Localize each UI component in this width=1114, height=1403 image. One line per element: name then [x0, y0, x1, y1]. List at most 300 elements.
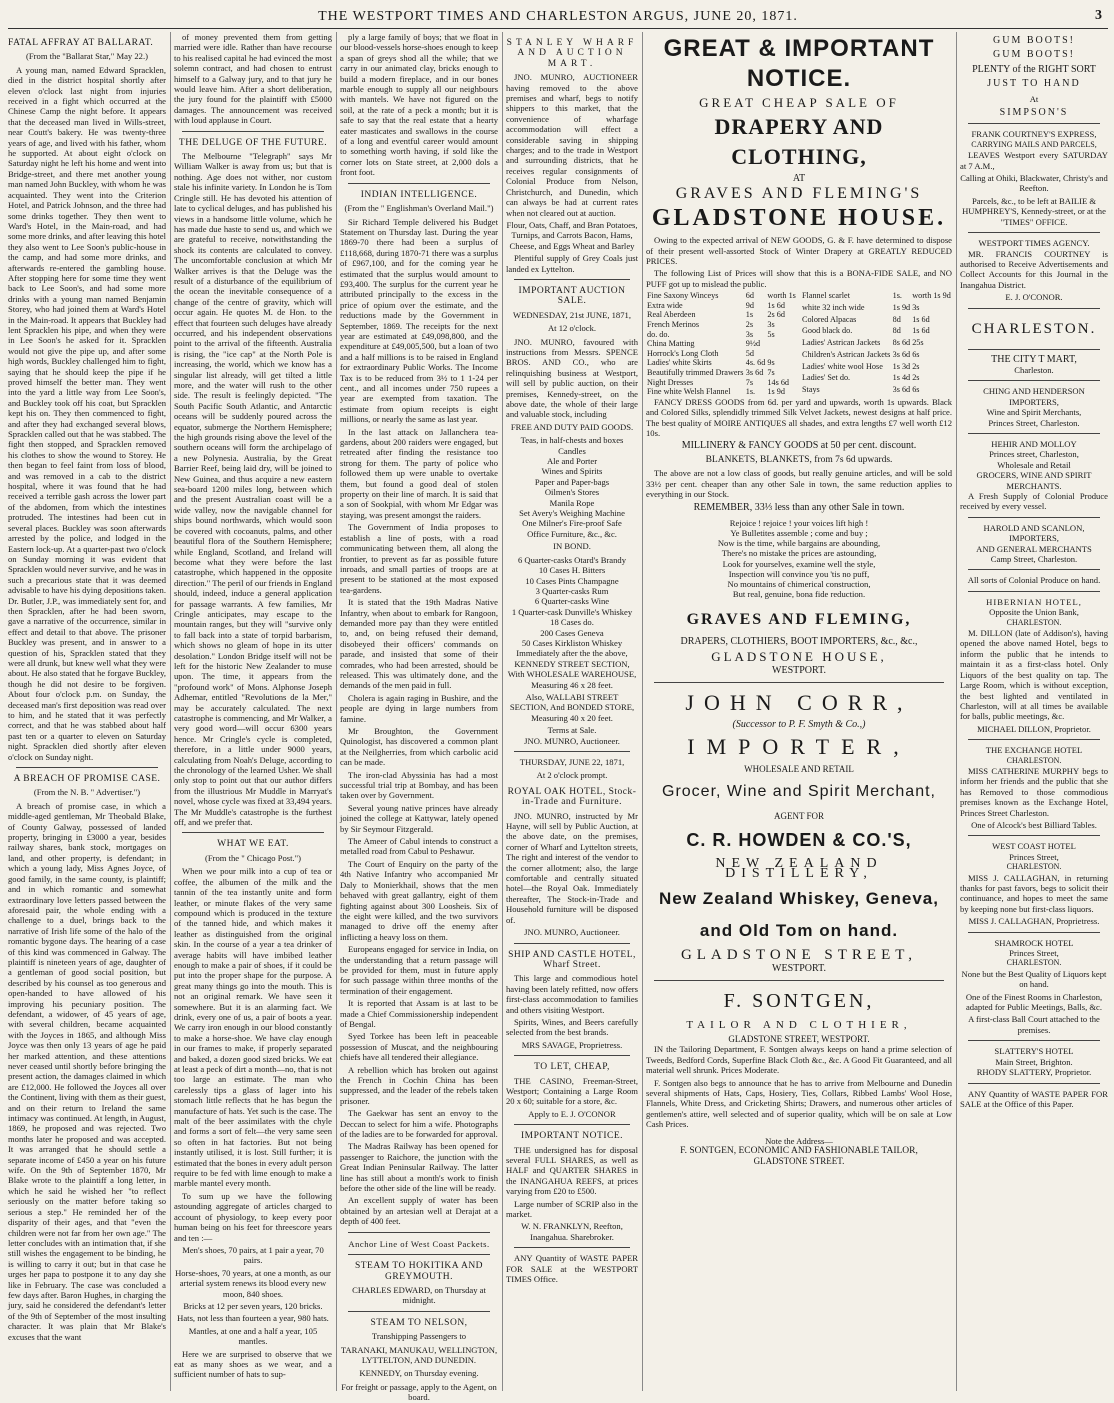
ad-text: At: [1029, 93, 1039, 104]
price-worth: 6s: [912, 349, 920, 359]
price-sale: 8d: [892, 326, 901, 336]
article-paragraph: The iron-clad Abyssinia has had a most successful trial trip at Bombay, and has been taken over by Government.: [340, 769, 498, 801]
price-sale: 1s 4d: [892, 373, 911, 383]
ad-text: Owing to the expected arrival of NEW GOODS, G. & F. have determined to dispose of their present well-assorted Stock of Winter Drapery at GREATLY REDUCED PRICES.: [646, 235, 952, 267]
ad-remember: REMEMBER, 33⅓ less than any other Sale in town.: [693, 502, 905, 514]
ad-graves-fleming: GRAVES AND FLEMING'S: [675, 184, 923, 202]
ad-text: IN the Tailoring Department, F. Sontgen always keeps on hand a prime selection of Tweeds, Bedford Cords, Superfine Black Cloth &c., &c. A Good Fit Guaranteed, and all material well shrunk. Prices Moderate.: [646, 1044, 952, 1076]
ad-slattery-hotel: SLATTERY'S HOTEL: [994, 1046, 1074, 1057]
article-paragraph: To sum up we have the following astounding aggregate of articles charged to account of physiology, to keep every poor human being on his feet for threescore years and ten :—: [174, 1190, 332, 1243]
ad-text: One of the Finest Rooms in Charleston, adapted for Public Meetings, Balls, &c.: [965, 991, 1103, 1013]
ad-text: AGENT FOR: [773, 810, 825, 821]
masthead-title: THE WESTPORT TIMES AND CHARLESTON ARGUS, JUNE 20, 1871.: [318, 9, 798, 24]
article-paragraph: ply a large family of boys; that we float in our blood-vessels horse-shoes enough to keep a span of greys shod all the while; that we carry in our animated clay, bricks enough to build a modern fireplace, and in our bones marble enough to supply all our neighbours with mantels. We have not figured on the soil, at the rate of a peck a month; but it is safe to say that the real estate that a hearty eater masticates and swallows in the course of a long and eventful career would amount to something worth having, if sold like the corner lots on State street, at 2,000 dols a front foot.: [340, 32, 498, 178]
article-paragraph: Several young native princes have already joined the college at Kattywar, lately opened by Sir Seymour Fitzgerald.: [340, 802, 498, 834]
ad-text: FRANK COURTNEY'S EXPRESS,: [971, 129, 1097, 140]
price-item: French Merinos: [647, 320, 700, 330]
headline-breach-of-promise: A BREACH OF PROMISE CASE.: [13, 774, 161, 785]
list-item: Bricks at 12 per seven years, 120 bricks.: [183, 1300, 323, 1311]
ad-signature: JNO. MUNRO, Auctioneer.: [524, 735, 620, 746]
ad-subhead: IN BOND.: [553, 541, 591, 552]
price-sale: 4s. 6d: [745, 358, 766, 368]
price-list: [646, 291, 952, 397]
ad-steam-hokitika: STEAM TO HOKITIKA AND GREYMOUTH.: [354, 1261, 484, 1282]
ad-date: WEDNESDAY, 21st JUNE, 1871,: [513, 309, 631, 320]
ad-royal-oak: ROYAL OAK HOTEL, Stock-in-Trade and Furniture.: [507, 786, 637, 808]
price-row: [646, 291, 797, 301]
column-rule: [642, 32, 643, 1391]
ad-text: F. SONTGEN, ECONOMIC AND FASHIONABLE TAILOR,: [680, 1146, 918, 1156]
ad-text: GLADSTONE HOUSE,: [711, 648, 887, 664]
ad-text: Wholesale and Retail: [997, 459, 1071, 470]
goods-item: Paper and Paper-bags: [534, 476, 610, 487]
ad-sontgen: F. SONTGEN,: [723, 989, 875, 1012]
price-row: [646, 387, 797, 397]
ad-text: Spirits, Wines, and Beers carefully selected from the best brands.: [506, 1016, 638, 1038]
ad-text: CHARLESTON.: [1006, 862, 1062, 872]
price-row: [646, 310, 797, 320]
ad-time: At 12 o'clock.: [547, 323, 597, 334]
verse-line: There's no mistake the prices are astounding,: [721, 548, 877, 559]
price-worth: 14s 6d: [767, 377, 790, 387]
divider: [348, 1254, 490, 1255]
column-rule: [956, 32, 957, 1391]
ad-text: Princes Street,: [1009, 851, 1059, 862]
ad-text: Flour, Oats, Chaff, and Bran Potatoes, Turnips, and Carrots Bacon, Hams, Cheese, and Eggs Wheat and Barley: [506, 219, 638, 251]
price-sale: 1s 9d: [892, 302, 911, 312]
price-row: [646, 320, 797, 330]
ad-text: WESTPORT TIMES AGENCY.: [978, 238, 1090, 249]
price-item: Ladies' white wool Hose: [802, 361, 883, 371]
price-worth: [766, 339, 797, 349]
price-sale: 3s 6d: [745, 368, 764, 377]
price-row: [801, 291, 952, 303]
ad-text: DRAPERS, CLOTHIERS, BOOT IMPORTERS, &c., &c.,: [680, 636, 918, 648]
price-item: do. do.: [647, 329, 670, 339]
ad-howden: C. R. HOWDEN & CO.'S,: [686, 829, 912, 850]
ad-text: CHARLES EDWARD, on Thursday at midnight.: [352, 1284, 486, 1306]
ad-text: AND GENERAL MERCHANTS: [976, 543, 1092, 554]
list-item: Mantles, at one and a half a year, 105 mantles.: [188, 1325, 318, 1347]
ad-text: THE CASINO, Freeman-Street, Westport; Containing a Large Room 20 x 60; suitable for a store, &c.: [506, 1075, 638, 1107]
ad-text: A Fresh Supply of Colonial Produce received by every vessel.: [960, 491, 1108, 512]
headline-indian-intelligence: INDIAN INTELLIGENCE.: [360, 189, 478, 200]
column-2: [174, 32, 332, 1391]
ad-millinery: MILLINERY & FANCY GOODS at 50 per cent. discount.: [681, 440, 917, 452]
divider: [968, 517, 1100, 518]
price-table-right: [801, 291, 952, 397]
ad-blankets: BLANKETS, BLANKETS, from 7s 6d upwards.: [705, 454, 893, 465]
price-item: Colored Alpacas: [802, 314, 857, 324]
price-worth: 9s: [767, 358, 775, 368]
ad-signature: MICHAEL DILLON, Proprietor.: [977, 723, 1091, 734]
anchor-line: Anchor Line of West Coast Packets.: [348, 1238, 490, 1249]
article-paragraph: A young man, named Edward Spracklen, died in the district hospital shortly after eleven o'clock last night from injuries received in a fight which occurred at the Chinese Camp the night before. It appears that the deceased man lived in Wills-street, near Coutt's bakery. He was twenty-three years of age, and lived with his father, whom he supported. At about eight o'clock on Saturday night he left his home and went into Bridge-street, and there met another young man named John Buckley, with whom he was acquainted. They went into the Criterion Hotel, and Patrick Johnson, and the three had some drinks together. They then went to Ward's Hotel, in the Main-road, and had some more drinks, and after leaving this hotel they also went to Lee Soon's public-house in the camp, and had some more drinks, and afterwards re-entered the gambling house. After stopping here for some time they went back to Lee Soon's, and had some more drinks with a young man named Benjamin Storey, who had joined them at Ward's Hotel in the Main-road. It appears that Buckley had lent Spracklen his pipe, and when they were in Lee Soon's he asked for it. Spracklen would not give the pipe up, and after some high words, Buckley challenged him to fight, saying that he should keep the pipe if he proved himself the better man. They went into the yard a little way from Lee Soon's, and Buckley took off his coat, but Spracklen kept his on. They then commenced to fight, and after they had exchanged several blows, Spracklen called out that he was stabbed. The fight then stopped, and Spracklen removed his clothes to show the wound to Storey. He then began to feel faint from loss of blood, and was removed in a cab to the district hospital, where it was found that he had received a terrible gash across the lower part of the abdomen, from which the intestines protruded. The intestines had been cut in several places. Buckley was soon afterwards arrested by the police, and lodged in the Eastern lock-up. At a quarter-past two o'clock on Sunday morning it was evident that Spracklen would never survive, and he was in such a precarious state that it was deemed advisable to have his dying depositions taken. Dr. Butler, J.P., was immediately sent for, and then Spracklen, after he had been sworn, gave a narrative of the occurrence, similar in effect and detail to that above. The prisoner Buckley was present, and in answer to a question of his, Spracklen stated that they were all drunk, but knew well what they were about. He also stated that he forgave Buckley, though he did not desire to be forgiven. About four o'clock p.m. on Sunday, the deceased man's first deposition was read over to him, and he stated that it was perfectly correct, and that he was stabbed about half past ten or a quarter to eleven on Saturday night. Spracklen died shortly after eleven o'clock on Sunday night.: [8, 64, 166, 762]
ad-auction-sale: IMPORTANT AUCTION SALE.: [518, 285, 626, 307]
source-line: (From the "Ballarat Star," May 22.): [26, 51, 148, 62]
divider: [514, 751, 630, 752]
goods-item: 3 Quarter-casks Rum: [535, 585, 609, 596]
price-worth: worth 1s: [767, 291, 796, 301]
divider: [968, 308, 1100, 309]
ad-signature: E. J. O'CONOR.: [1005, 292, 1063, 303]
price-worth: worth 1s 9d: [912, 291, 951, 301]
price-worth: 25s: [912, 338, 924, 348]
verse-line: No mountains of chimerical construction,: [727, 579, 871, 590]
price-sale: 1s.: [892, 291, 902, 301]
goods-item: Set Avery's Weighing Machine: [519, 508, 625, 519]
price-sale: 3s 6d: [892, 349, 911, 359]
divider: [968, 349, 1100, 350]
price-item: Horrock's Long Cloth: [647, 348, 719, 358]
ad-signature: MISS J. CALLAGHAN, Proprietress.: [968, 916, 1100, 927]
ad-text: Calling at Ohiki, Blackwater, Christy's and Reefton.: [960, 173, 1108, 194]
ad-to-let: TO LET, CHEAP,: [534, 1062, 610, 1073]
ad-text: MR. FRANCIS COURTNEY is authorised to Receive Advertisements and Collect Accounts for this Journal in the Inangahua District.: [960, 248, 1108, 290]
price-row: [801, 362, 952, 374]
price-item: Night Dresses: [647, 377, 694, 387]
ad-text: JNO. MUNRO, AUCTIONEER having removed to the above premises and wharf, begs to notify shippers to this market, that the convenience of wharfage accommodation will effect a considerable saving in shipping charges; and to the trade in Westport and surrounding districts, that he receives regular consignments of Colonial Produce from Nelson, Christchurch, and Dunedin, which can always be had at current rates when not cleared out at auction.: [506, 72, 638, 218]
price-item: Ladies' white Skirts: [647, 358, 712, 368]
price-item: Fine white Welsh Flannel: [647, 387, 731, 397]
column-rule: [336, 32, 337, 1391]
price-item: Fine Saxony Winceys: [647, 291, 719, 301]
price-worth: 2s: [912, 373, 920, 383]
goods-item: Office Furniture, &c., &c.: [527, 528, 617, 539]
article-paragraph: An excellent supply of water has been obtained by an artesian well at Derajat at a depth of 400 feet.: [340, 1195, 498, 1227]
price-worth: [766, 349, 797, 359]
ad-text: Terms at Sale.: [547, 725, 597, 736]
ad-text: JNO. MUNRO, instructed by Mr Hayne, will sell by Public Auction, at the above date, on the premises, corner of Wharf and Lyttelton streets, The right and interest of the vendor to the corner allotment; also, the large comfortable and centrally situated hotel—the Royal Oak. Immediately thereafter, The Stock-in-Trade and Household furniture will be disposed of.: [506, 810, 638, 925]
ad-text: Parcels, &c., to be left at BAILIE & HUMPHREY'S, Kennedy-street, or at the "TIMES" OFFICE.: [962, 195, 1106, 227]
ad-text: TARANAKI, MANUKAU, WELLINGTON, LYTTELTON, AND DUNEDIN.: [340, 1344, 498, 1365]
price-sale: 3s 6d: [892, 385, 911, 394]
price-worth: 2s: [912, 361, 920, 371]
divider: [968, 569, 1100, 570]
column-6: [960, 32, 1108, 1391]
price-worth: 2s 6d: [767, 310, 785, 320]
article-paragraph: It is reported that Assam is at last to be made a Chief Commissionership independent of Bengal.: [340, 998, 498, 1029]
price-sale: 3s: [745, 329, 754, 339]
divider: [968, 123, 1100, 124]
price-row: [801, 315, 952, 327]
goods-item: One Milner's Fire-proof Safe: [522, 518, 622, 529]
goods-item: 6 Quarter-casks Otard's Brandy: [517, 554, 627, 565]
ad-gladstone-street: GLADSTONE STREET,: [680, 946, 918, 963]
article-paragraph: The Madras Railway has been opened for passenger to Raichore, the junction with the Great Indian Peninsular Railway. The latter line has still about a month's work to finish before the other side of the line will be ready.: [340, 1141, 498, 1194]
column-5: [646, 32, 952, 1391]
goods-item: 10 Cases H. Bitters: [538, 565, 606, 576]
ad-drapery: DRAPERY AND CLOTHING,: [714, 114, 884, 170]
ad-hibernian: HIBERNIAN HOTEL,: [986, 596, 1082, 607]
price-row: [646, 378, 797, 388]
ad-text: Princes street, Charleston,: [989, 449, 1079, 460]
price-item: Ladies' Set do.: [802, 373, 851, 383]
ad-text: Main Street, Brighton.: [995, 1056, 1073, 1067]
ad-text: CHARLESTON.: [1006, 958, 1062, 968]
price-worth: 7s: [767, 368, 775, 377]
article-paragraph: of money prevented them from getting married were idle. Rather than have recourse to his realised capital he had evinced the most solemn contract, and had chosen to entrust himself to a Galway jury, and to that jury he would leave him. After a short deliberation, the jury found for the plaintiff with £5000 damages. The announcement was received with loud applause in Court.: [174, 32, 332, 126]
article-paragraph: Sir Richard Temple delivered his Budget Statement on Thursday last. During the year 1869-70 there had been a surplus of £118,668, during 1870-71 there was a surplus of £967,100, and for the coming year he estimated that the surplus would amount to £93,400. The surplus for the current year he attributed principally to the excess in the price of opium over the estimate, and the reductions made by the Government in September, 1869. The receipts for the next year are estimated at £49,098,800, and the expenditure at £49,005,500, but a loan of two and a half millions is to be raised in England for extraordinary Public Works. The Income Tax is to be reduced from 3½ to 1 1-24 per cent., and all incomes under 750 rupees a year are exempted from taxation. The estimate from opium receipts is eight millions, or nearly the same as last year.: [340, 216, 498, 425]
ad-john-corr: JOHN CORR,: [685, 689, 913, 715]
ad-text: Plentiful supply of Grey Coals just landed ex Lyttelton.: [506, 253, 638, 274]
ad-text: PLENTY of the RIGHT SORT: [972, 63, 1096, 75]
divider: [968, 591, 1100, 592]
price-sale: 9d: [745, 300, 754, 310]
ad-text: Apply to E. J. O'CONOR: [528, 1108, 616, 1119]
divider: [654, 682, 944, 683]
article-paragraph: In the last attack on Jallanchera tea-gardens, about 200 raiders were engaged, but retreated after finding the resistance too strong for them. The party of police who followed them up were unable to overtake them, but found a good deal of stolen property on their line of march. It is said that a son of Sookpial, with whom Mr Edgar was staying, was present amongst the raiders.: [340, 426, 498, 520]
ad-text: Opposite the Union Bank,: [989, 607, 1079, 618]
ad-exchange-hotel: THE EXCHANGE HOTEL: [985, 745, 1083, 756]
ad-nz-whiskey: New Zealand Whiskey, Geneva,: [659, 888, 939, 908]
ad-signature: MRS SAVAGE, Proprietress.: [521, 1039, 623, 1050]
masthead: [8, 6, 1108, 29]
goods-item: 1 Quarter-cask Dunville's Whiskey: [511, 606, 633, 617]
ad-text: (Successor to P. F. Smyth & Co.,): [732, 718, 866, 730]
ad-signature: JNO. MUNRO, Auctioneer.: [524, 927, 620, 938]
ad-text: WESTPORT.: [772, 963, 826, 975]
article-paragraph: The Government of India proposes to establish a line of posts, with a road communicating between them, all along the frontier, to prevent as far as possible future inroads, and small parties of troops are at present to be stationed at the most exposed tea-gardens.: [340, 522, 498, 595]
price-sale: 7s: [745, 377, 754, 387]
price-item: Extra wide: [647, 300, 683, 310]
price-row: [646, 358, 797, 368]
divider: [514, 1055, 630, 1056]
ad-time: At 2 o'clock prompt.: [536, 770, 608, 781]
ad-text: A first-class Ball Court attached to the premises.: [968, 1014, 1100, 1035]
divider: [514, 1124, 630, 1125]
ad-text: WHOLESALE AND RETAIL: [744, 764, 854, 775]
price-worth: 3s: [912, 302, 920, 312]
ad-text: For freight or passage, apply to the Agent, on board.: [341, 1381, 497, 1403]
section-charleston: CHARLESTON.: [971, 320, 1097, 337]
price-sale: 8d: [892, 314, 901, 324]
price-worth: 6s: [912, 385, 920, 394]
ad-gum-boots: GUM BOOTS!: [993, 35, 1075, 46]
divider: [514, 279, 630, 280]
ad-text: The following List of Prices will show that this is a BONA-FIDE SALE, and NO PUFF got up to mislead the public.: [646, 268, 952, 289]
goods-item: 10 Cases Pints Champagne: [525, 575, 619, 586]
price-row: [801, 350, 952, 362]
article-paragraph: A breach of promise case, in which a middle-aged gentleman, Mr Theobald Blake, of County Galway, possessed of landed property, bringing in £3000 a year, besides railway shares, bank stock, mortgages on land, and other property, is defendant; in which a young lady, Miss Agnes Joyce, of good family, in the same county, is plaintiff; and in which romantic and somewhat extraordinary love letters passed between the aforesaid pair, the whole ending with a challenge to a duel, brings back to the narrative of Irish life some of the halo of the romantic bygone days. The hearing of a case of this kind was commenced in Galway. The plaintiff is nineteen years of age, daughter of a gentleman of good social position, but described by his counsel as too generous and open-handed to have allowed of his improving his pecuniary position. The defendant, a widower, of 45 years of age, with several children, became acquainted with the Joyces in 1865, and although Miss Joyce was then only 13 years of age he paid her marked attention, and these attentions never ceased until shortly before bringing the present action, the damages claimed in which are £12,000. He followed the Joyces all over the Continent, living with them as their guest, and on their return to Ireland the same intimacy was continued. At length, in August, 1869, he proposed and was rejected. Two months later he proposed and was accepted. It was arranged that he should settle a separate income of £450 a year on his future wife. On the 9th of September 1870, Mr Blake wrote to the plaintiff a long letter, in which he said he wished her "to reflect seriously on the matter before taking so serious a step." He reminded her of the disparity of their ages, and that "even the children were not far from her own age." The letter concludes with an intimation that, if she still wishes the engagement to be binding, he is willing to carry it out; but in that case he urges her papa to postpone it to any day she like in February. The case was concluded a few days after. Baron Hughes, in charging the jury, said he considered the defendant's letter of the 9th of September of the most insulting character. It was plain that Mr Blake's excuses that the want: [8, 800, 166, 1342]
price-row: [801, 303, 952, 315]
verse-line: Rejoice ! rejoice ! your voices lift high !: [729, 517, 869, 528]
price-sale: 1s.: [745, 387, 756, 397]
ad-grocer: Grocer, Wine and Spirit Merchant,: [662, 782, 936, 800]
ad-text: CARRYING MAILS AND PARCELS,: [971, 139, 1097, 149]
article-paragraph: The Melbourne "Telegraph" says Mr William Walker is away from us; but that is nothing. Age does not wither, nor custom stale his infinite variety. In London he is Tom Cringle still. He has devoted his attention of late to cyclical deluges, and has published his views in a handsome little volume, which he has made due haste to send us, and which we are grateful to receive, notwithstanding the shock its contents are calculated to convey. The uncomfortable conclusion at which Mr Walker arrives is that the Deluge was the result of a disturbance of the equilibrium of the ocean the inevitable consequence of a change of the centre of gravity, which will occur again. He quotes M. de Hon. to the effect that fourteen such deluges have already occurred, and his independent observations point to the arrival of the fifteenth. Australia is rising, the "ice cap" at the North Pole is increasing, the world, which we know has a singular list already, will get tilted a little more, and the water will rush to the other side. The result is feelingly depicted. "The South Pacific South Atlantic, and Antarctic oceans will be suddenly poured across the equator, submerge the Northern Hemisphere; the high grounds rising above the level of the southern oceans will form the archipelago of a new Polynesia. Australia, by the Great Barrier Reef, being laid dry, will be joined to New Guinea, and thus acquire a new eastern sea-board 1200 miles long, between which and the present Australian coast will be a wide valley, now the navigable channel for ships bound northwards, which would soon be covered with cocoanuts, palms, and other beautiful flora of the Southern Hemisphere; while England, Scotland, and Ireland will become what they were before the last catastrophe, which happened in the opposite direction." The peril of our friends in England should, indeed, induce a general application for passage warrants. A few families, Mr Cringle anticipates, may escape to the mountain ranges, but they will "survive only to fall back into a state of torpid barbarism, which shows no gleam of hope in its utter desolation." London Bridge itself will not be left for the historic New Zealander to muse upon. The time, it appears from the "profound work" of Mons. Alphonse Joseph Adhemar, entitled "Revolutions de la Mer," may be accurately calculated. The next catastrophe is commencing, and Mr Walker, a very good word—will occur 6300 years hence. Mr Cringle's cycle is completed, therefore, in a little under 9000 years, calculating from Noah's Deluge, according to the chronology of the learned Usher. We shall only stop to point out that our author differs from the illustrious Mr Muddle in Marryat's novel, whose cycle was fixed at 33,494 years. The Mr Muddle's catastrophe is the furthest off, and we prefer that.: [174, 151, 332, 828]
price-sale: 2s: [745, 320, 754, 330]
ad-waste-paper: ANY Quantity of WASTE PAPER FOR SALE at the Office of this Paper.: [960, 1088, 1108, 1109]
ad-text: Princes Street,: [1009, 948, 1059, 959]
ad-text: One of Alcock's best Billiard Tables.: [971, 819, 1097, 830]
ad-hehir-molloy: HEHIR AND MOLLOY: [991, 438, 1077, 449]
column-rule: [502, 32, 503, 1391]
ad-text: Note the Address—: [765, 1135, 833, 1146]
divider: [654, 980, 944, 981]
ad-text: FANCY DRESS GOODS from 6d. per yard and upwards, worth 1s upwards. Black and Colored Silks, splendidly trimmed Silk Velvet Jackets, newest designs at half price. The best quality of MOIRE ANTIQUES all shades, and extra lengths £7 well worth £12 10s.: [646, 396, 952, 438]
ad-text: Large number of SCRIP also in the market.: [506, 1198, 638, 1220]
column-rule: [170, 32, 171, 1391]
ad-nz-distillery: NEW ZEALAND DISTILLERY,: [715, 855, 883, 882]
ad-text: LEAVES Westport every SATURDAY at 7 A.M.,: [960, 150, 1108, 171]
ad-shamrock-hotel: SHAMROCK HOTEL: [994, 937, 1074, 948]
price-sale: 5d: [745, 348, 754, 358]
ad-text: Princes Street, Charleston.: [988, 417, 1080, 428]
divider: [968, 739, 1100, 740]
article-paragraph: Europeans engaged for service in India, on the understanding that a return passage will be provided for them, must in future apply for such passage within three months of the termination of their engagement.: [340, 944, 498, 996]
price-worth: 1s 6d: [767, 300, 785, 310]
price-item: Ladies' Astrican Jackets: [802, 338, 881, 348]
ad-text: WESTPORT.: [772, 665, 826, 677]
article-paragraph: It is stated that the 19th Madras Native Infantry, when about to embark for Rangoon, demanded more pay than they were entitled to, and, on being refused their demand, disobeyed their officers' commands on parade, and insisted that some of their comrades, who had been arrested, should be released. This was ultimately done, and the demands of the men paid in full.: [340, 597, 498, 691]
price-row: [646, 349, 797, 359]
goods-item: Ale and Porter: [546, 456, 598, 467]
headline-fatal-affray: FATAL AFFRAY AT BALLARAT.: [8, 38, 154, 48]
ad-text: CHARLESTON.: [1006, 755, 1062, 765]
divider: [968, 380, 1100, 381]
goods-item: 6 Quarter-casks Wine: [534, 596, 610, 607]
ad-great-notice: GREAT & IMPORTANT NOTICE.: [663, 35, 935, 92]
source-line: (From the N. B. " Advertiser."): [33, 787, 141, 798]
ad-tailor: TAILOR AND CLOTHIER,: [686, 1018, 912, 1031]
ad-text: Camp Street, Charleston.: [990, 554, 1078, 565]
goods-item: Teas, in half-chests and boxes: [520, 435, 624, 446]
source-line: (From the " Englishman's Overland Mail."): [344, 203, 494, 214]
ad-text: CHARLESTON.: [1006, 617, 1062, 627]
ad-text: THE undersigned has for disposal several FULL SHARES, as well as HALF and QUARTER SHARES in the INANGAHUA REEFS, at prices varying from £20 to £500.: [506, 1144, 638, 1197]
ad-text: IMPORTERS,: [1009, 533, 1059, 544]
ad-subtitle: GREAT CHEAP SALE OF: [699, 95, 899, 110]
price-sale: 1s: [745, 310, 754, 320]
list-item: Men's shoes, 70 pairs, at 1 pair a year, 70 pairs.: [182, 1244, 324, 1266]
divider: [514, 943, 630, 944]
ad-date: THURSDAY, JUNE 22, 1871,: [519, 757, 625, 767]
ad-gladstone-house: GLADSTONE HOUSE.: [651, 205, 947, 232]
ad-ship-castle: SHIP AND CASTLE HOTEL, Wharf Street.: [508, 949, 636, 970]
divider: [968, 1083, 1100, 1084]
ad-t-mart: THE CITY T MART,: [991, 353, 1077, 365]
column-3: [340, 32, 498, 1403]
ad-west-coast-hotel: WEST COAST HOTEL: [992, 841, 1076, 852]
divider: [968, 1040, 1100, 1041]
ad-text: All sorts of Colonial Produce on hand.: [967, 575, 1101, 586]
ad-at: AT: [792, 173, 806, 185]
price-row: [801, 373, 952, 385]
divider: [514, 1247, 630, 1248]
ad-signature: W. N. FRANKLYN, Reefton, Inangahua. Sharebroker.: [521, 1221, 623, 1242]
price-sale: 9½d: [745, 339, 761, 349]
ad-text: KENNEDY, on Thursday evening.: [359, 1368, 479, 1379]
divider: [348, 183, 490, 184]
price-item: white 32 inch wide: [802, 302, 865, 312]
column-4: [506, 32, 638, 1391]
divider: [968, 835, 1100, 836]
price-row: [801, 326, 952, 338]
price-row: [801, 338, 952, 350]
goods-item: 18 Cases do.: [550, 617, 594, 628]
price-item: Real Aberdeen: [647, 310, 696, 320]
article-paragraph: When we pour milk into a cup of tea or coffee, the albumen of the milk and the tannin of the tea instantly unite and form leather, or minute flakes of the very same compound which is produced in the texture of the tanned hide, and which makes it leather as distinguished from the original skin. In the course of a year a tea drinker of average habits will have imbibed leather enough to make a pair of shoes, if it could be put into the proper shape for the purpose. A great many things go into the mouth. This is not an original remark. We have seen it somewhere. But it is an alarming fact. We drink, every one of us, a pair of boots a year. We carry iron enough in our blood constantly to make a horse-shoe. We have clay enough in our frames to make, if properly separated and baked, a dozen good sized bricks. We eat at least a peck of dirt a month—no, that is not too large an estimate. The man who carelessly tips a glass of lager into his stomach little reflects that he has begun the manufacture of hats. Yet such is the case. The malt of the beer assimilates with the chyle and forms a sort of felt—the very same seen so often in hat factories. But not being instantly utilised, it is lost. Still further; it is estimated that the bones in every adult person require to be fed with lime enough to make a marble mantel every month.: [174, 866, 332, 1189]
article-paragraph: The Court of Enquiry on the party of the 4th Native Infantry who accompanied Mr Daly to Monierkhail, shows that the men behaved with great gallantry, eight of them fighting against about 300 Loosheis. Six of the eight were killed, and the two survivors managed to drive off the enemy after inflicting a heavy loss on them.: [340, 858, 498, 942]
verse-line: But real, genuine, bona fide reduction.: [732, 589, 866, 600]
list-item: Horse-shoes, 70 years, at one a month, as our arterial system renews its blood every new moon, 840 shoes.: [175, 1267, 331, 1299]
ad-text: GLADSTONE STREET, WESTPORT.: [728, 1033, 870, 1044]
price-worth: 5s: [767, 329, 775, 339]
divider: [182, 131, 324, 132]
verse-line: Ye Bulletites assemble ; come and buy ;: [730, 528, 868, 539]
ad-text: JNO. MUNRO, favoured with instructions from Messrs. SPENCE BROS. AND CO., who are relinquishing business at Westport, will sell by public auction, on their premises, Kennedy-street, on the above date, the whole of their large and valuable stock, including: [506, 336, 638, 420]
ad-importer: IMPORTER,: [687, 734, 911, 760]
price-sale: 1s 3d: [892, 361, 911, 371]
ad-text: Wine and Spirit Merchants,: [986, 407, 1082, 418]
ad-ching-henderson: CHING AND HENDERSON IMPORTERS,: [983, 386, 1085, 407]
verse-line: Look for yourselves, examine well the style,: [722, 558, 876, 569]
ad-simpsons: SIMPSON'S: [999, 107, 1069, 119]
price-row: [646, 330, 797, 340]
ad-text: F. Sontgen also begs to announce that he has to arrive from Melbourne and Dunedin several shipments of Hats, Caps, Hosiery, Ties, Collars, Ribbed Lambs' Wool Hose, Flannels, White Dress, and Cricketing Shirts; Drawers, and numerous other articles of gentlemen's attire, well selected and of superior quality, which will be on sale at Low Cash Prices.: [646, 1077, 952, 1130]
article-paragraph: Cholera is again raging in Bushire, and the people are dying in large numbers from famine.: [340, 692, 498, 724]
ad-waste-paper: ANY Quantity of WASTE PAPER FOR SALE at the WESTPORT TIMES Office.: [506, 1253, 638, 1285]
divider: [968, 433, 1100, 434]
price-item: Children's Astrican Jackets: [802, 349, 891, 359]
goods-item: Candles: [558, 445, 586, 456]
column-1: [8, 32, 166, 1391]
ad-text: Immediately after the the above, KENNEDY STREET SECTION, With WHOLESALE WAREHOUSE, Measuring 46 x 28 feet.: [507, 648, 637, 690]
ad-important-notice: IMPORTANT NOTICE.: [521, 1131, 623, 1142]
price-sale: 6d: [745, 291, 754, 301]
headline-deluge: THE DELUGE OF THE FUTURE.: [178, 137, 328, 148]
ad-steam-nelson: STEAM TO NELSON,: [370, 1317, 468, 1328]
divider: [348, 1232, 490, 1233]
verse-line: Now is the time, while bargains are abounding,: [717, 538, 881, 549]
ad-text: GROCERS, WINE AND SPIRIT MERCHANTS.: [976, 470, 1092, 491]
price-worth: 1s 9d: [767, 387, 785, 397]
ad-text: Also, WALLABI STREET SECTION, And BONDED STORE, Measuring 40 x 20 feet.: [509, 691, 635, 723]
goods-item: 200 Cases Geneva: [540, 627, 604, 638]
verse-line: Inspection will convince you 'tis no puff,: [728, 568, 870, 579]
price-item: Stays: [802, 385, 820, 394]
divider: [968, 232, 1100, 233]
ad-harold-scanlon: HAROLD AND SCANLON,: [983, 522, 1085, 533]
ad-signature: RHODY SLATTERY, Proprietor.: [976, 1067, 1092, 1078]
source-line: (From the " Chicago Post."): [204, 852, 302, 863]
divider: [348, 1311, 490, 1312]
price-row: [801, 385, 952, 397]
goods-item: 50 Cases Kirkliston Whiskey: [521, 637, 623, 648]
goods-item: Wines and Spirits: [541, 466, 603, 477]
article-paragraph: Mr Broughton, the Government Quinologist, has discovered a common plant at the Neilgherries, from which carbolic acid can be made.: [340, 726, 498, 768]
divider: [182, 832, 324, 833]
price-worth: 1s 6d: [912, 314, 930, 324]
goods-item: Manila Rope: [549, 497, 595, 508]
divider: [968, 932, 1100, 933]
price-table-left: [646, 291, 797, 397]
ad-graves-fleming-sig: GRAVES AND FLEMING,: [686, 611, 912, 629]
price-row: [646, 368, 797, 378]
ad-text: MISS CATHERINE MURPHY begs to inform her friends and the public that she has Removed to those commodious premises known as the Exchange Hotel, Princes Street Charleston.: [960, 765, 1108, 818]
list-item: Hats, not less than fourteen a year, 980 hats.: [177, 1313, 329, 1324]
ad-stanley-wharf: STANLEY WHARF AND AUCTION MART.: [506, 38, 638, 69]
price-item: Flannel scarlet: [802, 291, 850, 301]
ad-text: The above are not a low class of goods, but really genuine articles, and will be sold 33½ per cent. cheaper than any other Sale in town, the same reduction applies to everything in our Stock.: [646, 468, 952, 500]
price-item: Good black do.: [802, 326, 853, 336]
headline-what-we-eat: WHAT WE EAT.: [217, 839, 289, 850]
price-row: [646, 339, 797, 349]
price-item: China Matting: [647, 339, 695, 349]
ad-gum-boots: GUM BOOTS!: [993, 49, 1075, 61]
ad-text: MISS J. CALLAGHAN, in returning thanks for past favors, begs to solicit their continuance, and hopes to meet the same by keeping none but first-class liquors.: [960, 872, 1108, 914]
